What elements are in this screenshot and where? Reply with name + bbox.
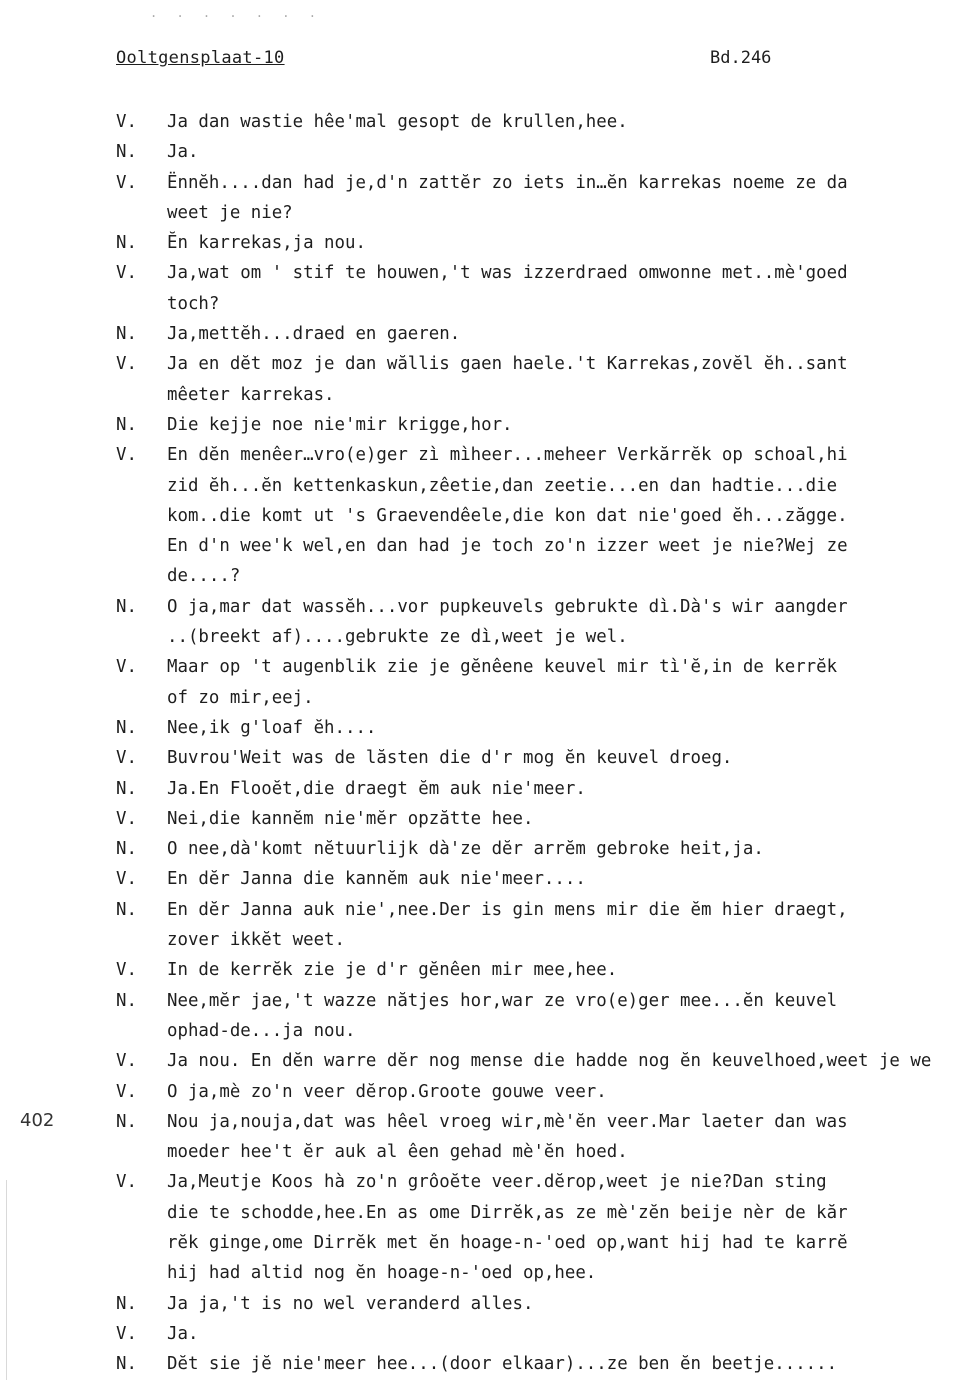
- dialog-line: [116, 622, 966, 652]
- dialog-line: [116, 683, 966, 713]
- speaker-label: V.: [116, 1323, 137, 1344]
- speaker-label: N.: [116, 324, 137, 345]
- dialog-line: [116, 349, 966, 379]
- speaker-label: V.: [116, 1081, 137, 1102]
- dialog-line: [116, 804, 966, 834]
- speaker-label: N.: [116, 1354, 137, 1375]
- dialog-line: [116, 592, 966, 622]
- speaker-label: V.: [116, 748, 137, 769]
- dialog-line: [116, 1107, 966, 1137]
- dialog-text: ..(breekt af)....gebrukte ze dì,weet je wel.: [167, 627, 628, 648]
- dialog-line: [116, 1016, 966, 1046]
- dialog-text: Nou ja,nouja,dat was hêel vroeg wir,mè'ĕn veer.Mar laeter dan was: [167, 1111, 848, 1132]
- dialog-line: [116, 228, 966, 258]
- speaker-label: N.: [116, 1293, 137, 1314]
- dialog-text: Nee,mĕr jae,'t wazze nătjes hor,war ze vro(e)ger mee...ĕn keuvel: [167, 990, 838, 1011]
- dialog-line: [116, 774, 966, 804]
- dialog-text: kom..die komt ut 's Graevendêele,die kon dat nie'goed ĕh...zăgge.: [167, 505, 848, 526]
- dialog-text: O ja,mar dat wassĕh...vor pupkeuvels gebrukte dì.Dà's wir aangder: [167, 596, 848, 617]
- speaker-label: N.: [116, 414, 137, 435]
- dialog-text: Buvrou'Weit was de lăsten die d'r mog ĕn keuvel droeg.: [167, 748, 733, 769]
- dialog-line: [116, 258, 966, 288]
- dialog-line: [116, 925, 966, 955]
- page-header-volume: Bd.246: [710, 48, 772, 68]
- dialog-text: rĕk ginge,ome Dirrĕk met ĕn hoage-n-'oed op,want hij had te karrĕ: [167, 1232, 848, 1253]
- dialog-text: Ja.: [167, 142, 199, 163]
- dialog-line: [116, 1046, 966, 1076]
- speaker-label: N.: [116, 717, 137, 738]
- dialog-text: zover ikkĕt weet.: [167, 930, 345, 951]
- dialog-line: [116, 410, 966, 440]
- dialog-text: mêeter karrekas.: [167, 384, 335, 405]
- dialog-line: [116, 1319, 966, 1349]
- speaker-label: V.: [116, 445, 137, 466]
- dialog-text: Dĕt sie jĕ nie'meer hee...(door elkaar)...ze ben ĕn beetje......: [167, 1354, 838, 1375]
- speaker-label: V.: [116, 172, 137, 193]
- dialog-text: Ja,mettĕh...draed en gaeren.: [167, 324, 461, 345]
- dialog-text: Maar op 't augenblik zie je gĕnêene keuvel mir tì'ĕ,in de kerrĕk: [167, 657, 838, 678]
- dialog-text: En dĕn menêer…vro(e)ger zì mìheer...meheer Verkărrĕk op schoal,hi: [167, 445, 848, 466]
- dialog-line: [116, 107, 966, 137]
- dialog-line: [116, 713, 966, 743]
- dialog-line: [116, 319, 966, 349]
- speaker-label: V.: [116, 263, 137, 284]
- dialog-text: Die kejje noe nie'mir krigge,hor.: [167, 414, 513, 435]
- dialog-text: Ĕn karrekas,ja nou.: [167, 233, 366, 254]
- speaker-label: N.: [116, 596, 137, 617]
- dialog-text: Ja.: [167, 1323, 199, 1344]
- dialog-line: [116, 986, 966, 1016]
- dialog-line: [116, 380, 966, 410]
- dialog-text: Ja ja,'t is no wel veranderd alles.: [167, 1293, 534, 1314]
- dialog-line: [116, 137, 966, 167]
- speaker-label: V.: [116, 869, 137, 890]
- speaker-label: V.: [116, 1051, 137, 1072]
- dialog-line: [116, 1198, 966, 1228]
- dialog-line: [116, 471, 966, 501]
- speaker-label: V.: [116, 1172, 137, 1193]
- speaker-label: V.: [116, 657, 137, 678]
- speaker-label: V.: [116, 354, 137, 375]
- speaker-label: N.: [116, 839, 137, 860]
- dialog-text: Ja en dĕt moz je dan wăllis gaen haele.'t Karrekas,zovĕl ĕh..sant: [167, 354, 848, 375]
- dialog-text: Ënnĕh....dan had je,d'n zattĕr zo iets in…ĕn karrekas noeme ze da: [167, 172, 848, 193]
- dialog-line: [116, 1349, 966, 1379]
- dialog-text: In de kerrĕk zie je d'r gĕnêen mir mee,hee.: [167, 960, 618, 981]
- dialog-text: weet je nie?: [167, 202, 293, 223]
- dialog-text: of zo mir,eej.: [167, 687, 314, 708]
- dialog-line: [116, 652, 966, 682]
- speaker-label: N.: [116, 899, 137, 920]
- speaker-label: V.: [116, 112, 137, 132]
- dialog-text: ophad-de...ja nou.: [167, 1020, 356, 1041]
- dialog-text: die te schodde,hee.En as ome Dirrĕk,as ze mè'zĕn beije nèr de kăr: [167, 1202, 848, 1223]
- dialog-line: [116, 501, 966, 531]
- dialog-line: [116, 1228, 966, 1258]
- dialog-text: hij had altid nog ĕn hoage-n-'oed op,hee.: [167, 1263, 597, 1284]
- dialog-text: O ja,mè zo'n veer dĕrop.Groote gouwe veer.: [167, 1081, 607, 1102]
- dialog-line: [116, 168, 966, 198]
- dialog-transcript: [116, 107, 966, 1379]
- dialog-line: [116, 834, 966, 864]
- dialog-line: [116, 1258, 966, 1288]
- dialog-text: Ja,Meutje Koos hà zo'n grôoĕte veer.dĕrop,weet je nie?Dan sting: [167, 1172, 827, 1193]
- speaker-label: N.: [116, 778, 137, 799]
- dialog-line: [116, 1289, 966, 1319]
- dialog-line: [116, 895, 966, 925]
- dialog-text: O nee,dà'komt nĕtuurlijk dà'ze dĕr arrĕm gebroke heit,ja.: [167, 839, 764, 860]
- dialog-line: [116, 561, 966, 591]
- dialog-text: Ja.En Flooĕt,die draegt ĕm auk nie'meer.: [167, 778, 586, 799]
- dialog-text: de....?: [167, 566, 241, 587]
- speaker-label: N.: [116, 142, 137, 163]
- dialog-line: [116, 440, 966, 470]
- dialog-text: toch?: [167, 293, 220, 314]
- dialog-text: En d'n wee'k wel,en dan had je toch zo'n izzer weet je nie?Wej ze: [167, 536, 848, 557]
- speaker-label: V.: [116, 960, 137, 981]
- dialog-line: [116, 1167, 966, 1197]
- dialog-line: [116, 531, 966, 561]
- dialog-line: [116, 1077, 966, 1107]
- dialog-line: [116, 1137, 966, 1167]
- speaker-label: N.: [116, 1111, 137, 1132]
- dialog-text: Nee,ik g'loaf ĕh....: [167, 717, 377, 738]
- dialog-text: Ja nou. En dĕn warre dĕr nog mense die hadde nog ĕn keuvelhoed,weet je we: [167, 1051, 932, 1072]
- dialog-text: En dĕr Janna auk nie',nee.Der is gin mens mir die ĕm hier draegt,: [167, 899, 848, 920]
- page-header-location: Ooltgensplaat-10: [116, 48, 285, 68]
- margin-rule: [6, 1180, 7, 1380]
- speaker-label: V.: [116, 808, 137, 829]
- dialog-text: Nei,die kannĕm nie'mĕr opzătte hee.: [167, 808, 534, 829]
- top-marks: . . . . . . .: [150, 6, 322, 20]
- speaker-label: N.: [116, 233, 137, 254]
- speaker-label: N.: [116, 990, 137, 1011]
- dialog-line: [116, 289, 966, 319]
- dialog-line: [116, 955, 966, 985]
- dialog-text: moeder hee't ĕr auk al êen gehad mè'ĕn hoed.: [167, 1142, 628, 1163]
- dialog-text: En dĕr Janna die kannĕm auk nie'meer....: [167, 869, 586, 890]
- dialog-text: Ja,wat om ' stif te houwen,'t was izzerdraed omwonne met..mè'goed: [167, 263, 848, 284]
- margin-number: 402: [20, 1110, 55, 1131]
- dialog-text: zid ĕh...ĕn kettenkaskun,zêetie,dan zeetie...en dan hadtie...die: [167, 475, 838, 496]
- dialog-text: Ja dan wastie hêe'mal gesopt de krullen,hee.: [167, 112, 628, 132]
- dialog-line: [116, 743, 966, 773]
- dialog-line: [116, 198, 966, 228]
- dialog-line: [116, 864, 966, 894]
